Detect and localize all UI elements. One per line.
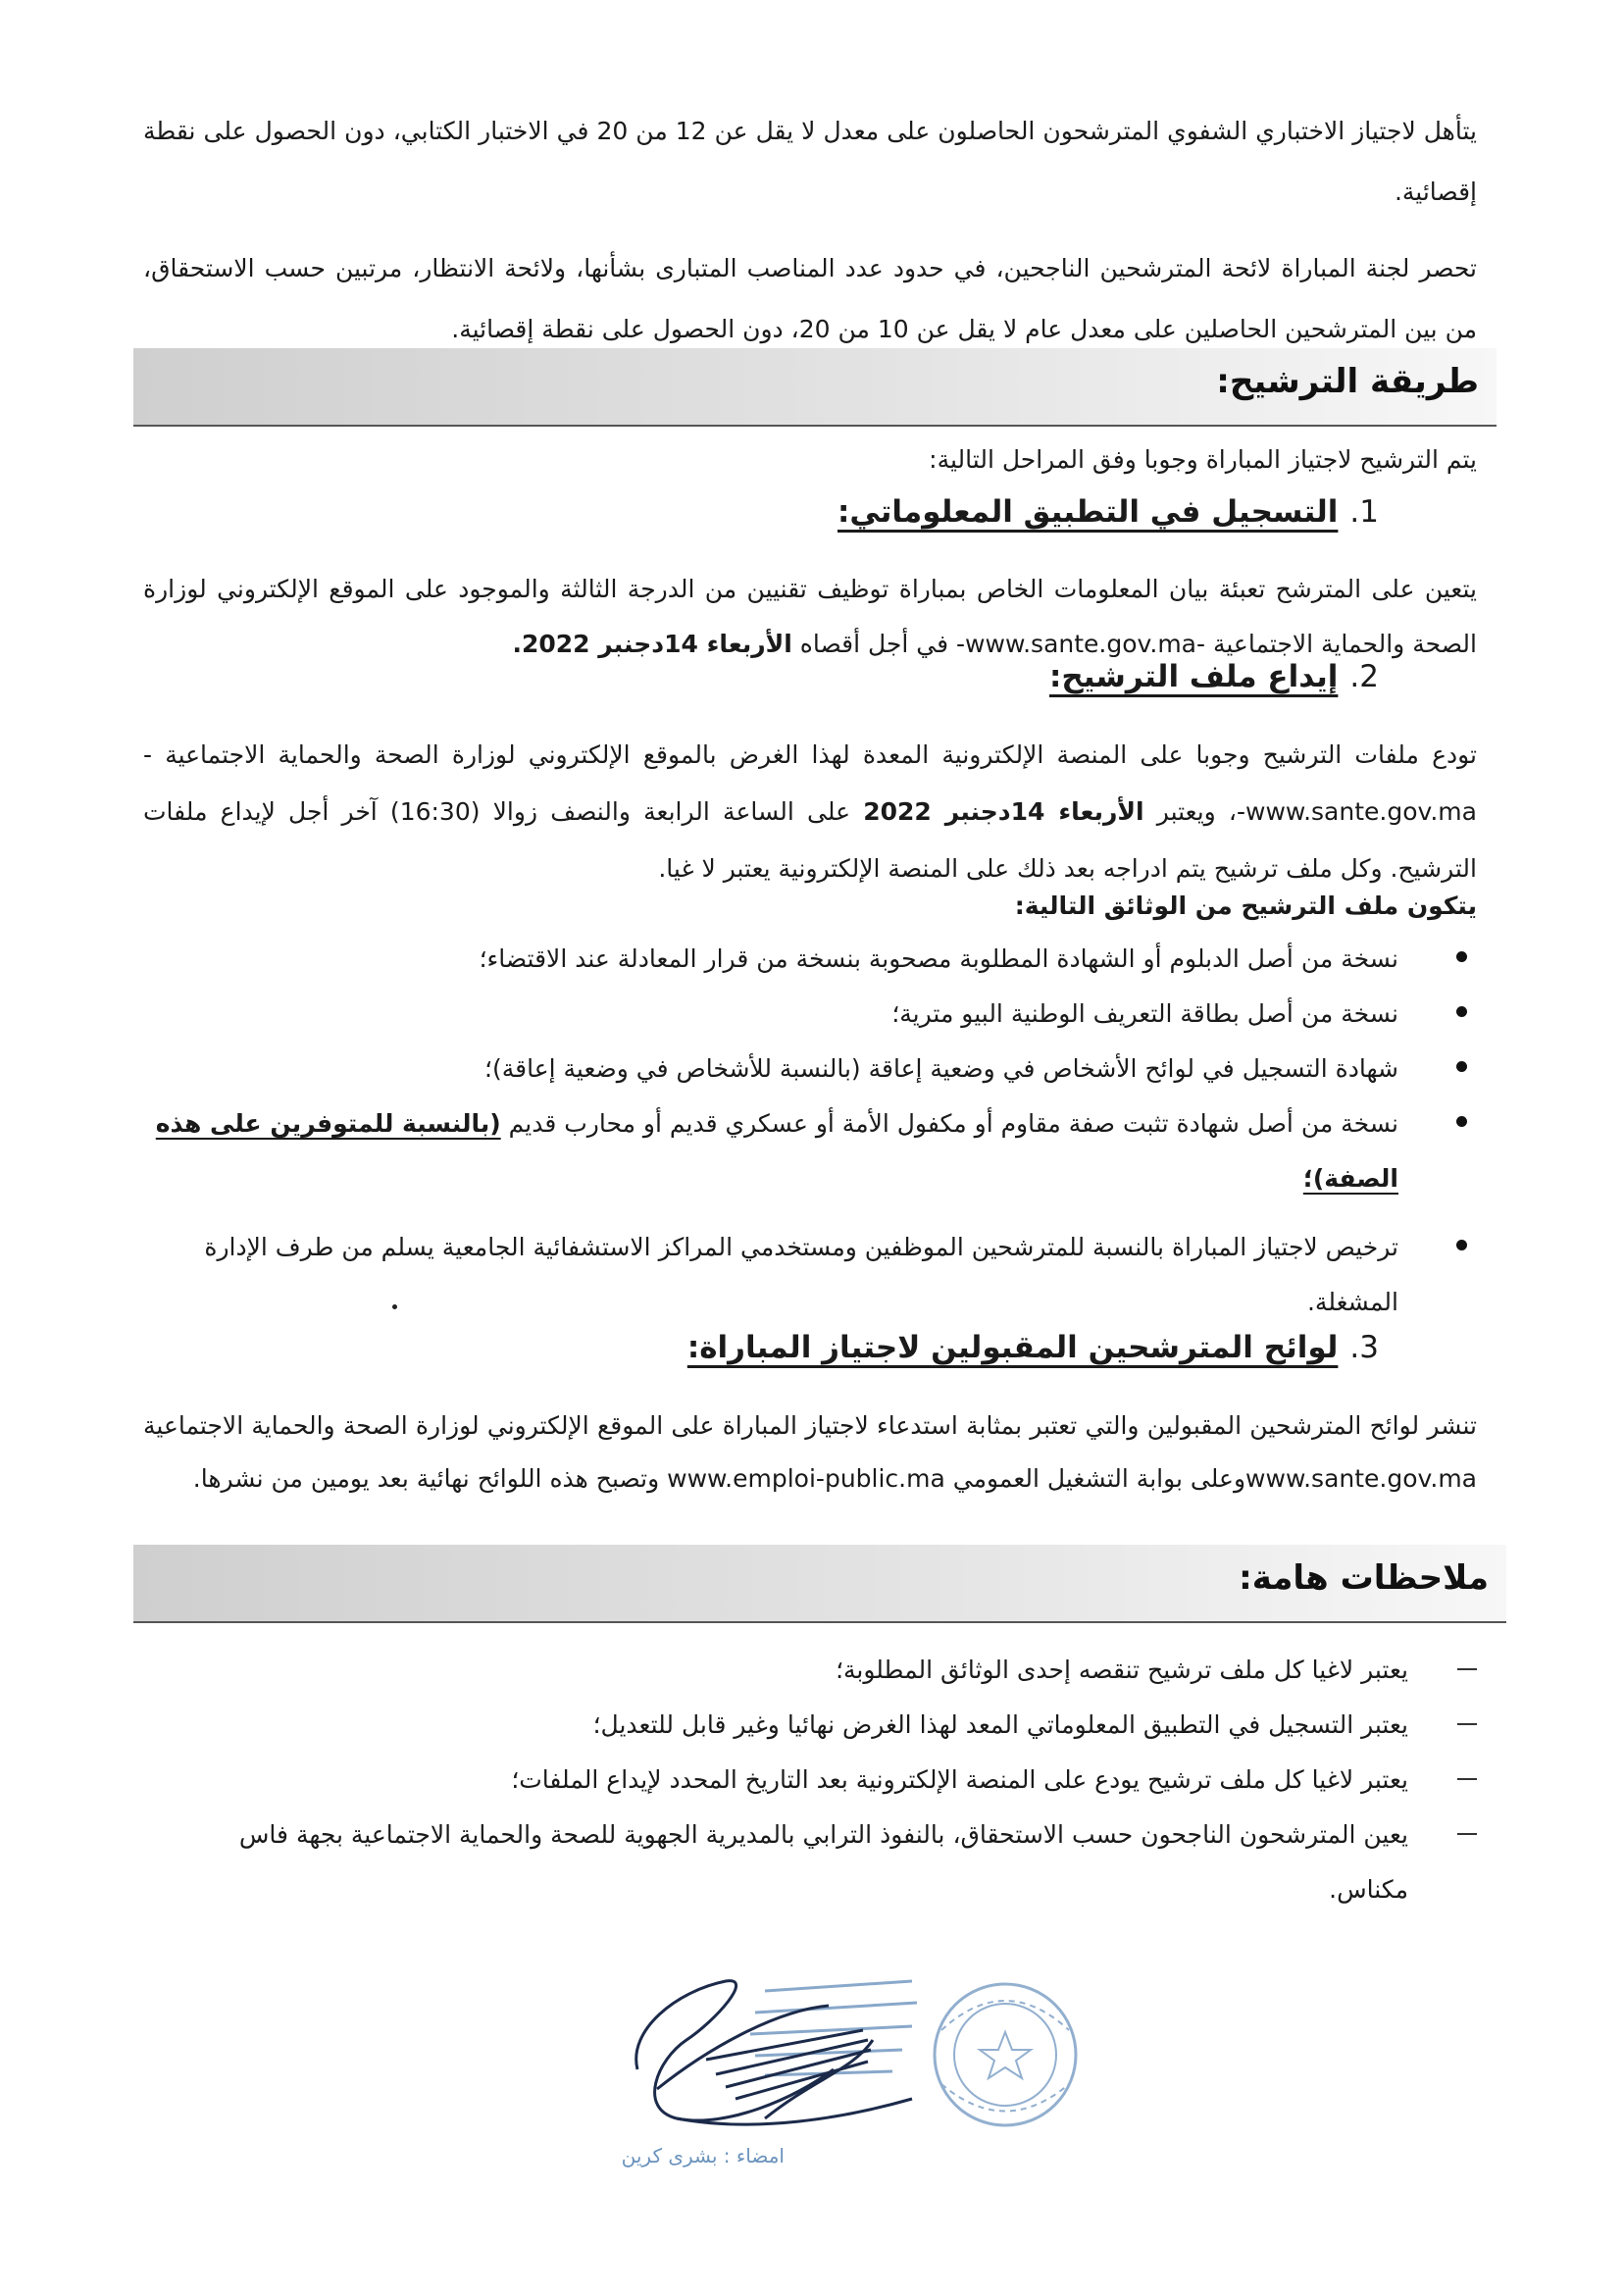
- signer-caption: امضاء : بشرى كرين: [621, 2144, 785, 2167]
- bullet-icon: [1456, 1006, 1467, 1017]
- step2-paragraph: [143, 727, 1477, 897]
- section-title-notes: ملاحظات هامة:: [1239, 1558, 1489, 1598]
- step2-deadline: الأربعاء 14دجنبر 2022: [863, 797, 1144, 826]
- step3-title: لوائح المترشحين المقبولين لاجتياز المباراة:: [686, 1330, 1339, 1365]
- intro-paragraph-oral-exam: يتأهل لاجتياز الاختباري الشفوي المترشحون الحاصلون على معدل لا يقل عن 12 من 20 في الاختبار الكتابي، دون الحصول على نقطة إقصائية.: [143, 117, 1477, 206]
- step2-heading: [1049, 653, 1379, 700]
- handwritten-signature: [636, 1981, 912, 2124]
- notes-list: [153, 1643, 1487, 1917]
- step3-heading: [687, 1324, 1379, 1371]
- list-item: يعتبر لاغيا كل ملف ترشيح يودع على المنصة الإلكترونية بعد التاريخ المحدد لإيداع الملفات؛: [153, 1753, 1487, 1808]
- bullet-icon: [1456, 1240, 1467, 1250]
- step1-title: التسجيل في التطبيق المعلوماتي:: [837, 494, 1339, 530]
- step1-number: 1.: [1349, 494, 1379, 530]
- dash-icon: [1457, 1833, 1477, 1835]
- step2-text-b: على الساعة الرابعة والنصف زوالا (16:30) آخر أجل لإيداع ملفات الترشيح. وكل ملف ترشيح يتم ادراجه بعد ذلك على المنصة الإلكترونية يعتبر لا غيا.: [143, 797, 1477, 883]
- step1-deadline: الأربعاء 14دجنبر 2022.: [512, 630, 792, 658]
- step1-heading: [837, 488, 1379, 535]
- list-item: ترخيص لاجتياز المباراة بالنسبة للمترشحين الموظفين ومستخدمي المراكز الاستشفائية الجامعية يسلم من طرف الإدارة المشغلة.: [143, 1220, 1477, 1330]
- step1-text: يتعين على المترشح تعبئة بيان المعلومات الخاص بمباراة توظيف تقنيين من الدرجة الثالثة والموجود على الموقع الإلكتروني لوزارة الصحة والحماية الاجتماعية -www.sante.gov.ma- في أجل أقصاه: [143, 575, 1477, 658]
- intro-paragraph-lists: تحصر لجنة المباراة لائحة المترشحين الناجحين، في حدود عدد المناصب المتبارى بشأنها، ولائحة الانتظار، مرتبين حسب الاستحقاق، من بين المترشحين الحاصلين على معدل عام لا يقل عن 10 من 20، دون الحصول على نقطة إقصائية.: [143, 254, 1477, 343]
- method-intro-text: يتم الترشيح لاجتياز المباراة وجوبا وفق المراحل التالية:: [929, 445, 1477, 474]
- dash-icon: [1457, 1778, 1477, 1780]
- official-stamp-icon: [935, 1984, 1076, 2125]
- bullet-icon: [1456, 1116, 1467, 1127]
- step2-text-a: تودع ملفات الترشيح وجوبا على المنصة الإلكترونية المعدة لهذا الغرض بالموقع الإلكتروني لوزارة الصحة والحماية الاجتماعية -www.sante.gov.ma-، ويعتبر: [143, 740, 1477, 826]
- stray-mark: [392, 1304, 397, 1309]
- list-item: نسخة من أصل شهادة تثبت صفة مقاوم أو مكفول الأمة أو عسكري قديم أو محارب قديم (بالنسبة للمتوفرين على هذه الصفة)؛: [143, 1096, 1477, 1206]
- doc4-emphasis: (بالنسبة للمتوفرين على هذه الصفة)؛: [155, 1109, 1398, 1193]
- list-item: يعين المترشحون الناجحون حسب الاستحقاق، بالنفوذ الترابي بالمديرية الجهوية للصحة والحماية الاجتماعية بجهة فاس مكناس.: [153, 1808, 1487, 1917]
- section-heading-method: [133, 348, 1497, 427]
- step2-title: إيداع ملف الترشيح:: [1048, 659, 1339, 694]
- step3-paragraph: تنشر لوائح المترشحين المقبولين والتي تعتبر بمثابة استدعاء لاجتياز المباراة على الموقع الإلكتروني لوزارة الصحة والحماية الاجتماعية www.sante.gov.maوعلى بوابة التشغيل العمومي www.emploi-public.ma وتصبح هذه اللوائح نهائية بعد يومين من نشرها.: [143, 1411, 1477, 1493]
- step2-number: 2.: [1349, 659, 1379, 694]
- bullet-icon: [1456, 1061, 1467, 1072]
- step3-number: 3.: [1349, 1330, 1379, 1365]
- section-heading-notes: [133, 1545, 1506, 1623]
- list-item: يعتبر لاغيا كل ملف ترشيح تنقصه إحدى الوثائق المطلوبة؛: [153, 1643, 1487, 1698]
- dash-icon: [1457, 1723, 1477, 1725]
- docs-heading: يتكون ملف الترشيح من الوثائق التالية:: [1014, 892, 1477, 920]
- bullet-icon: [1456, 951, 1467, 962]
- list-item: يعتبر التسجيل في التطبيق المعلوماتي المعد لهذا الغرض نهائيا وغير قابل للتعديل؛: [153, 1698, 1487, 1753]
- docs-list: [143, 932, 1477, 1330]
- signature-image: [618, 1952, 1089, 2177]
- signature-stamp: [618, 1952, 1089, 2177]
- dash-icon: [1457, 1668, 1477, 1670]
- section-title-method: طريقة الترشيح:: [1216, 362, 1479, 401]
- list-item: نسخة من أصل بطاقة التعريف الوطنية البيو مترية؛: [143, 987, 1477, 1042]
- list-item: شهادة التسجيل في لوائح الأشخاص في وضعية إعاقة (بالنسبة للأشخاص في وضعية إعاقة)؛: [143, 1042, 1477, 1096]
- list-item: نسخة من أصل الدبلوم أو الشهادة المطلوبة مصحوبة بنسخة من قرار المعادلة عند الاقتضاء؛: [143, 932, 1477, 987]
